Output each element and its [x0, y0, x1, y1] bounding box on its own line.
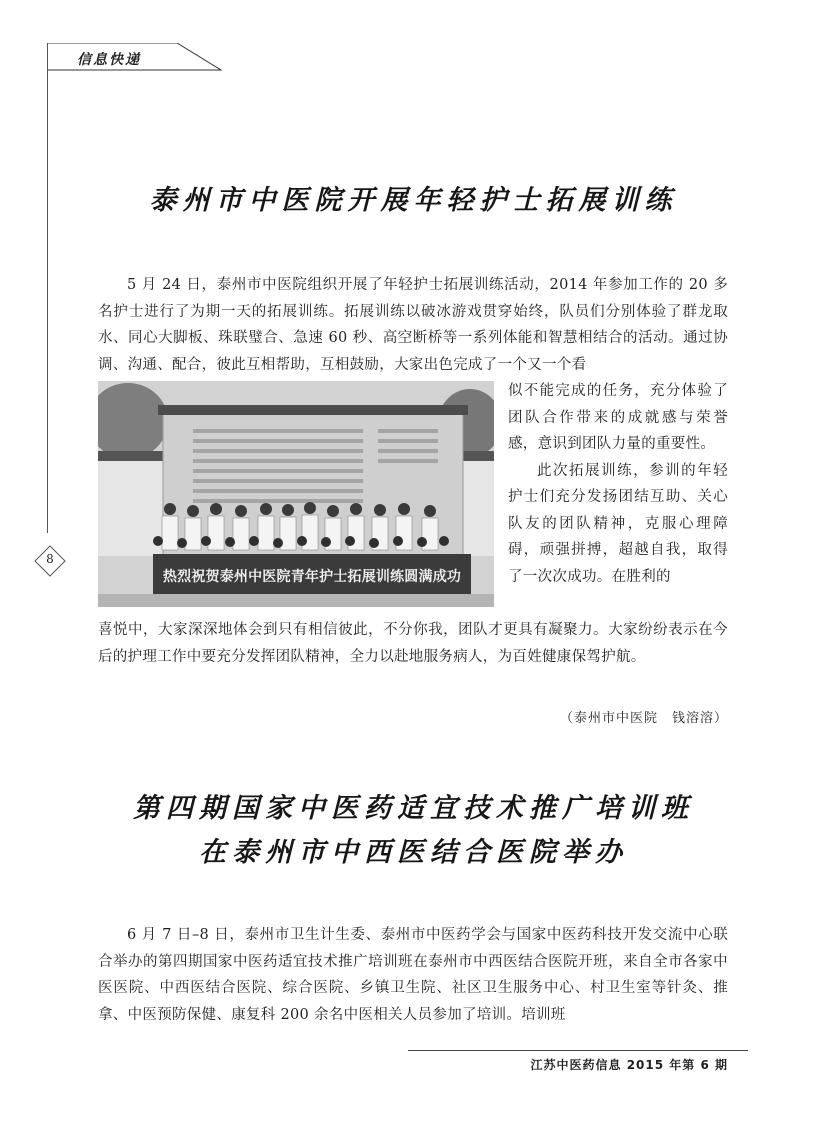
page-number: 8: [46, 552, 54, 566]
article1-photo: [98, 381, 494, 607]
section-header-tab: [47, 43, 222, 71]
photo-banner-text: 热烈祝贺泰州中医院青年护士拓展训练圆满成功: [162, 569, 462, 585]
article1-paragraph-2-continued: 喜悦中，大家深深地体会到只有相信彼此，不分你我，团队才更具有凝聚力。大家纷纷表示在今后的护理工作中要充分发挥团队精神，全力以赴地服务病人，为百姓健康保驾护航。: [98, 622, 728, 665]
article1-side-column: [508, 378, 728, 590]
journal-footer: 江苏中医药信息 2015 年第 6 期: [530, 1058, 728, 1072]
article2-title-line-2: 在泰州市中西医结合医院举办: [199, 837, 628, 868]
page-number-marker: [34, 545, 66, 577]
article2-paragraph-1: 6 月 7 日–8 日，泰州市卫生计生委、泰州市中医药学会与国家中医药科技开发交流中心联合举办的第四期国家中医药适宜技术推广培训班在泰州市中西医结合医院开班，来自全市各家中医医院、中西医结合医院、综合医院、乡镇卫生院、社区卫生服务中心、村卫生室等针灸、推拿、中医预防保健、康复科 200 余名中医相关人员参加了培训。培训班: [98, 927, 728, 1023]
article1-title: 泰州市中医院开展年轻护士拓展训练: [149, 185, 678, 216]
margin-rule: [47, 43, 48, 533]
section-label: 信息快递: [77, 52, 141, 68]
article1-byline: （泰州市中医院 钱溶溶）: [559, 711, 728, 726]
article1-paragraph-2: 此次拓展训练，参训的年轻护士们充分发扬团结互助、关心队友的团队精神，克服心理障碍，顽强拼搏，超越自我，取得了一次次成功。在胜利的: [508, 462, 728, 585]
article1-paragraph-1-continued: 似不能完成的任务，充分体验了团队合作带来的成就感与荣誉感，意识到团队力量的重要性。: [508, 383, 728, 452]
article2-title-line-1: 第四期国家中医药适宜技术推广培训班: [133, 793, 694, 824]
footer-rule: [408, 1050, 748, 1051]
article1-paragraph-1: 5 月 24 日，泰州市中医院组织开展了年轻护士拓展训练活动，2014 年参加工作的 20 多名护士进行了为期一天的拓展训练。拓展训练以破冰游戏贯穿始终，队员们分别体验了群龙取水、同心大脚板、珠联璧合、急速 60 秒、高空断桥等一系列体能和智慧相结合的活动。通过协调、沟通、配合，彼此互相帮助，互相鼓励，大家出色完成了一个又一个看: [98, 277, 728, 373]
